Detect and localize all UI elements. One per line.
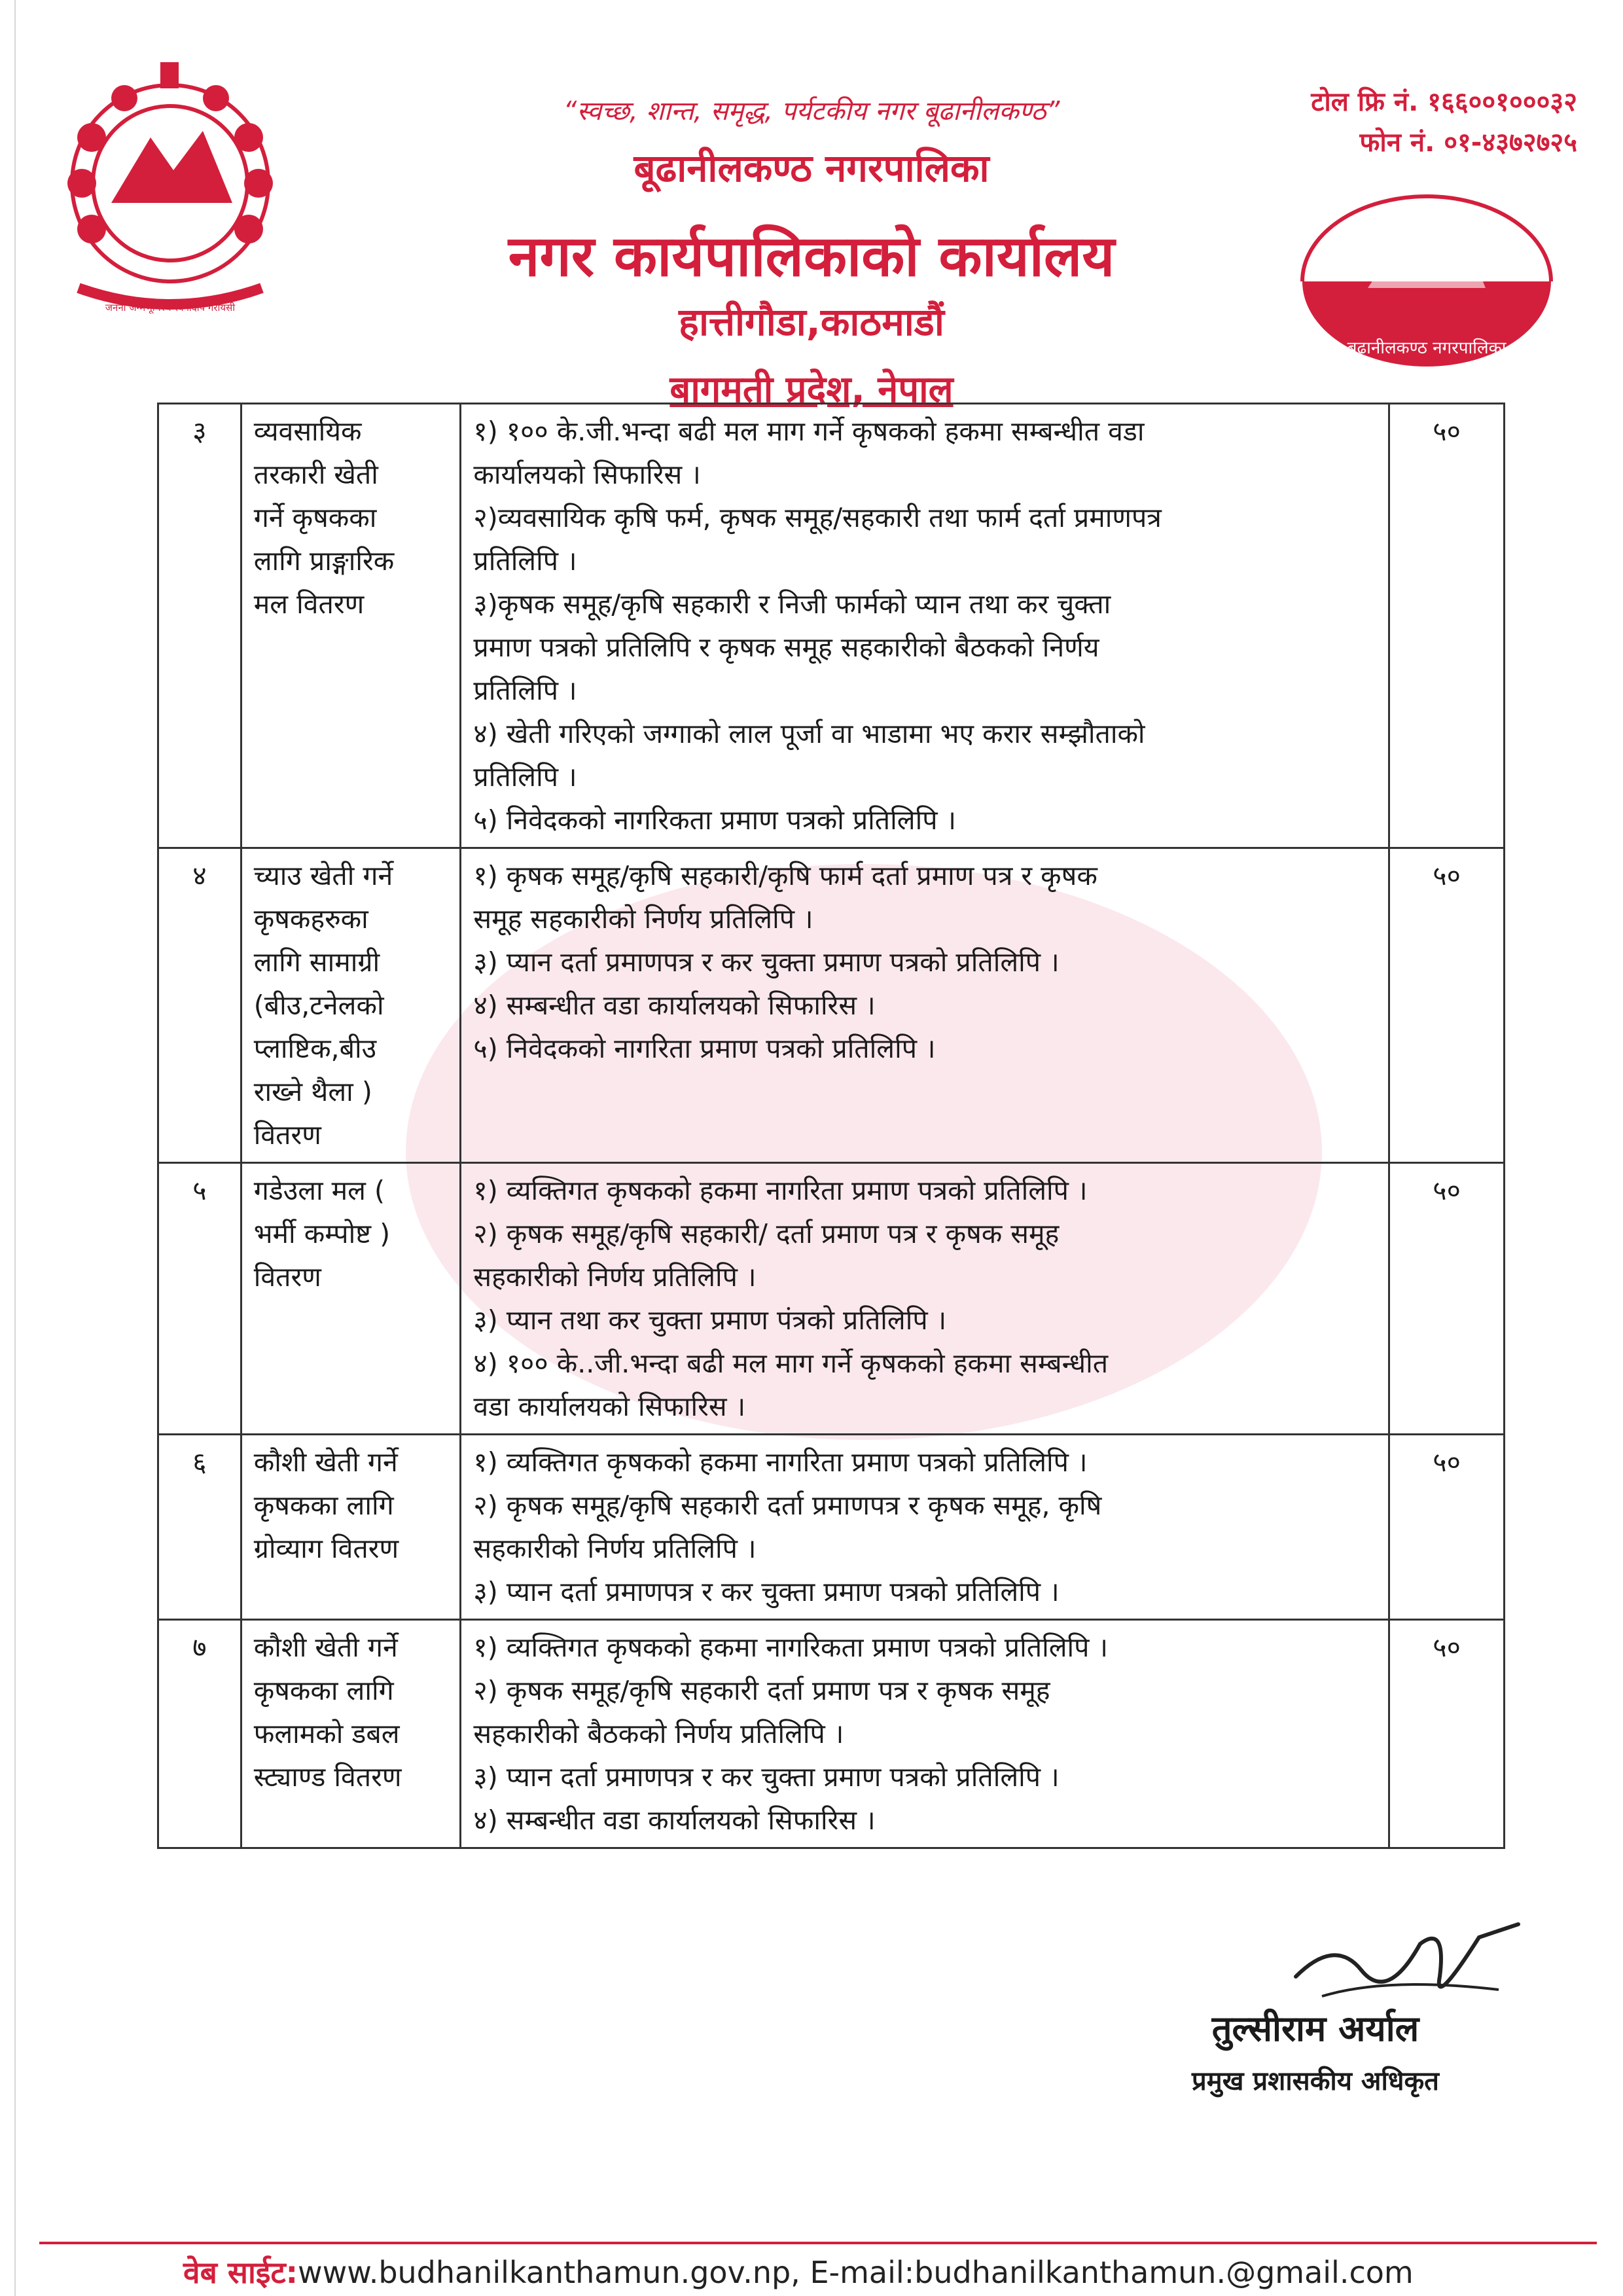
amount: ५० [1389, 404, 1505, 848]
footer-divider [39, 2242, 1597, 2244]
required-documents [461, 1163, 1389, 1435]
program-line: कौशी खेती गर्ने [253, 1446, 398, 1478]
program-line: भर्मी कम्पोष्ट ) [253, 1218, 391, 1249]
document-line: ४) १०० के..जी.भन्दा बढी मल माग गर्ने कृषकको हकमा सम्बन्धीत [473, 1348, 1109, 1379]
required-documents [461, 1435, 1389, 1620]
required-documents [461, 404, 1389, 848]
email-label: E-mail: [810, 2255, 915, 2290]
program-name [241, 1620, 461, 1848]
document-line: ३) प्यान दर्ता प्रमाणपत्र र कर चुक्ता प्रमाण पत्रको प्रतिलिपि । [473, 946, 1060, 978]
document-line: ३) प्यान दर्ता प्रमाणपत्र र कर चुक्ता प्रमाण पत्रको प्रतिलिपि । [473, 1576, 1060, 1607]
program-name [241, 1163, 461, 1435]
program-line: राख्ने थैला ) [253, 1076, 372, 1107]
required-documents [461, 1620, 1389, 1848]
program-line: तरकारी खेती [253, 459, 378, 490]
program-line: मल वितरण [253, 588, 365, 620]
serial-number: ४ [158, 848, 241, 1163]
program-line: (बीउ,टनेलको [253, 990, 384, 1021]
address-line-1: हात्तीगौडा,काठमाडौं [679, 300, 944, 344]
website-label: वेब साईट: [183, 2255, 298, 2290]
document-line: प्रतिलिपि । [473, 761, 577, 793]
program-name [241, 1435, 461, 1620]
program-line: कृषकहरुका [253, 903, 368, 935]
document-line: प्रतिलिपि । [473, 675, 577, 706]
program-line: कृषकका लागि [253, 1675, 394, 1706]
document-line: सहकारीको निर्णय प्रतिलिपि । [473, 1533, 757, 1564]
address-line-2: बागमती प्रदेश, नेपाल [669, 368, 954, 411]
program-name [241, 404, 461, 848]
program-line: वितरण [253, 1261, 321, 1293]
program-line: कृषकका लागि [253, 1490, 394, 1521]
document-line: १) व्यक्तिगत कृषकको हकमा नागरिकता प्रमाण पत्रको प्रतिलिपि । [473, 1632, 1108, 1663]
amount: ५० [1389, 1163, 1505, 1435]
serial-number: ३ [158, 404, 241, 848]
program-line: वितरण [253, 1119, 321, 1151]
document-line: १) १०० के.जी.भन्दा बढी मल माग गर्ने कृषकको हकमा सम्बन्धीत वडा [473, 416, 1145, 447]
document-line: ५) निवेदकको नागरिकता प्रमाण पत्रको प्रतिलिपि । [473, 804, 957, 836]
amount: ५० [1389, 848, 1505, 1163]
document-line: ३) प्यान दर्ता प्रमाणपत्र र कर चुक्ता प्रमाण पत्रको प्रतिलिपि । [473, 1761, 1060, 1793]
municipality-logo-icon [1289, 190, 1564, 380]
document-line: १) व्यक्तिगत कृषकको हकमा नागरिता प्रमाण पत्रको प्रतिलिपि । [473, 1175, 1088, 1206]
document-line: वडा कार्यालयको सिफारिस । [473, 1391, 746, 1422]
document-line: १) कृषक समूह/कृषि सहकारी/कृषि फार्म दर्ता प्रमाण पत्र र कृषक [473, 860, 1097, 891]
document-line: ५) निवेदकको नागरिता प्रमाण पत्रको प्रतिलिपि । [473, 1033, 936, 1064]
document-line: प्रतिलिपि । [473, 545, 577, 577]
letterhead [0, 0, 1623, 411]
document-line: सहकारीको बैठकको निर्णय प्रतिलिपि । [473, 1718, 844, 1749]
program-line: स्ट्याण्ड वितरण [253, 1761, 402, 1793]
amount: ५० [1389, 1435, 1505, 1620]
document-line: ३) प्यान तथा कर चुक्ता प्रमाण पंत्रको प्रतिलिपि । [473, 1304, 947, 1336]
contact-info [1198, 82, 1577, 163]
email-link[interactable]: budhanilkanthamun.@gmail.com [914, 2255, 1414, 2290]
toll-free-number: टोल फ्रि नं. १६६००१०००३२ [1311, 87, 1577, 117]
requirements-table [157, 403, 1505, 1849]
document-line: २) कृषक समूह/कृषि सहकारी दर्ता प्रमाणपत्र र कृषक समूह, कृषि [473, 1490, 1102, 1521]
program-line: लागि सामाग्री [253, 946, 380, 978]
document-line: प्रमाण पत्रको प्रतिलिपि र कृषक समूह सहकारीको बैठकको निर्णय [473, 632, 1099, 663]
document-line: ३)कृषक समूह/कृषि सहकारी र निजी फार्मको प्यान तथा कर चुक्ता [473, 588, 1111, 620]
amount: ५० [1389, 1620, 1505, 1848]
signer-name: तुल्सीराम अर्याल [1211, 2008, 1419, 2049]
program-line: व्यवसायिक [253, 416, 362, 447]
document-line: समूह सहकारीको निर्णय प्रतिलिपि । [473, 903, 813, 935]
required-documents [461, 848, 1389, 1163]
phone-number: फोन नं. ०१-४३७२७२५ [1359, 128, 1577, 158]
program-line: फलामको डबल [253, 1718, 400, 1749]
program-line: लागि प्राङ्गारिक [253, 545, 395, 577]
program-line: प्लाष्टिक,बीउ [253, 1033, 377, 1064]
document-line: २)व्यवसायिक कृषि फर्म, कृषक समूह/सहकारी तथा फार्म दर्ता प्रमाणपत्र [473, 502, 1162, 533]
emblem-left-text: जननी जन्मभूमिश्च स्वर्गादपि गरीयसी [105, 302, 236, 314]
program-name [241, 848, 461, 1163]
office-name: नगर कार्यपालिकाको कार्यालय [508, 224, 1115, 289]
table-row [158, 1435, 1505, 1620]
program-line: गडेउला मल ( [253, 1175, 385, 1206]
table-row [158, 1620, 1505, 1848]
serial-number: ५ [158, 1163, 241, 1435]
document-line: १) व्यक्तिगत कृषकको हकमा नागरिता प्रमाण पत्रको प्रतिलिपि । [473, 1446, 1088, 1478]
program-line: च्याउ खेती गर्ने [253, 860, 393, 891]
signer-designation: प्रमुख प्रशासकीय अधिकृत [1192, 2066, 1439, 2096]
serial-number: ६ [158, 1435, 241, 1620]
document-line: कार्यालयको सिफारिस । [473, 459, 701, 490]
document-line: २) कृषक समूह/कृषि सहकारी/ दर्ता प्रमाण पत्र र कृषक समूह [473, 1218, 1060, 1249]
table-row [158, 848, 1505, 1163]
document-line: २) कृषक समूह/कृषि सहकारी दर्ता प्रमाण पत्र र कृषक समूह [473, 1675, 1050, 1706]
nepal-emblem-icon [52, 59, 288, 321]
document-line: ४) सम्बन्धीत वडा कार्यालयको सिफारिस । [473, 990, 876, 1021]
motto: “स्वच्छ, शान्त, समृद्ध, पर्यटकीय नगर बूढानीलकण्ठ” [563, 96, 1060, 126]
serial-number: ७ [158, 1620, 241, 1848]
footer [183, 2251, 1558, 2292]
program-line: ग्रोव्याग वितरण [253, 1533, 399, 1564]
website-link[interactable]: www.budhanilkanthamun.gov.np, [298, 2255, 800, 2290]
document-line: ४) सम्बन्धीत वडा कार्यालयको सिफारिस । [473, 1804, 876, 1836]
emblem-right-text: बूढानीलकण्ठ नगरपालिका [1347, 338, 1507, 358]
program-line: गर्ने कृषकका [253, 502, 377, 533]
table-row [158, 1163, 1505, 1435]
document-line: ४) खेती गरिएको जग्गाको लाल पूर्जा वा भाडामा भए करार सम्झौताको [473, 718, 1145, 749]
document-line: सहकारीको निर्णय प्रतिलिपि । [473, 1261, 757, 1293]
municipality-name: बूढानीलकण्ठ नगरपालिका [633, 146, 990, 190]
program-line: कौशी खेती गर्ने [253, 1632, 398, 1663]
table-row [158, 404, 1505, 848]
